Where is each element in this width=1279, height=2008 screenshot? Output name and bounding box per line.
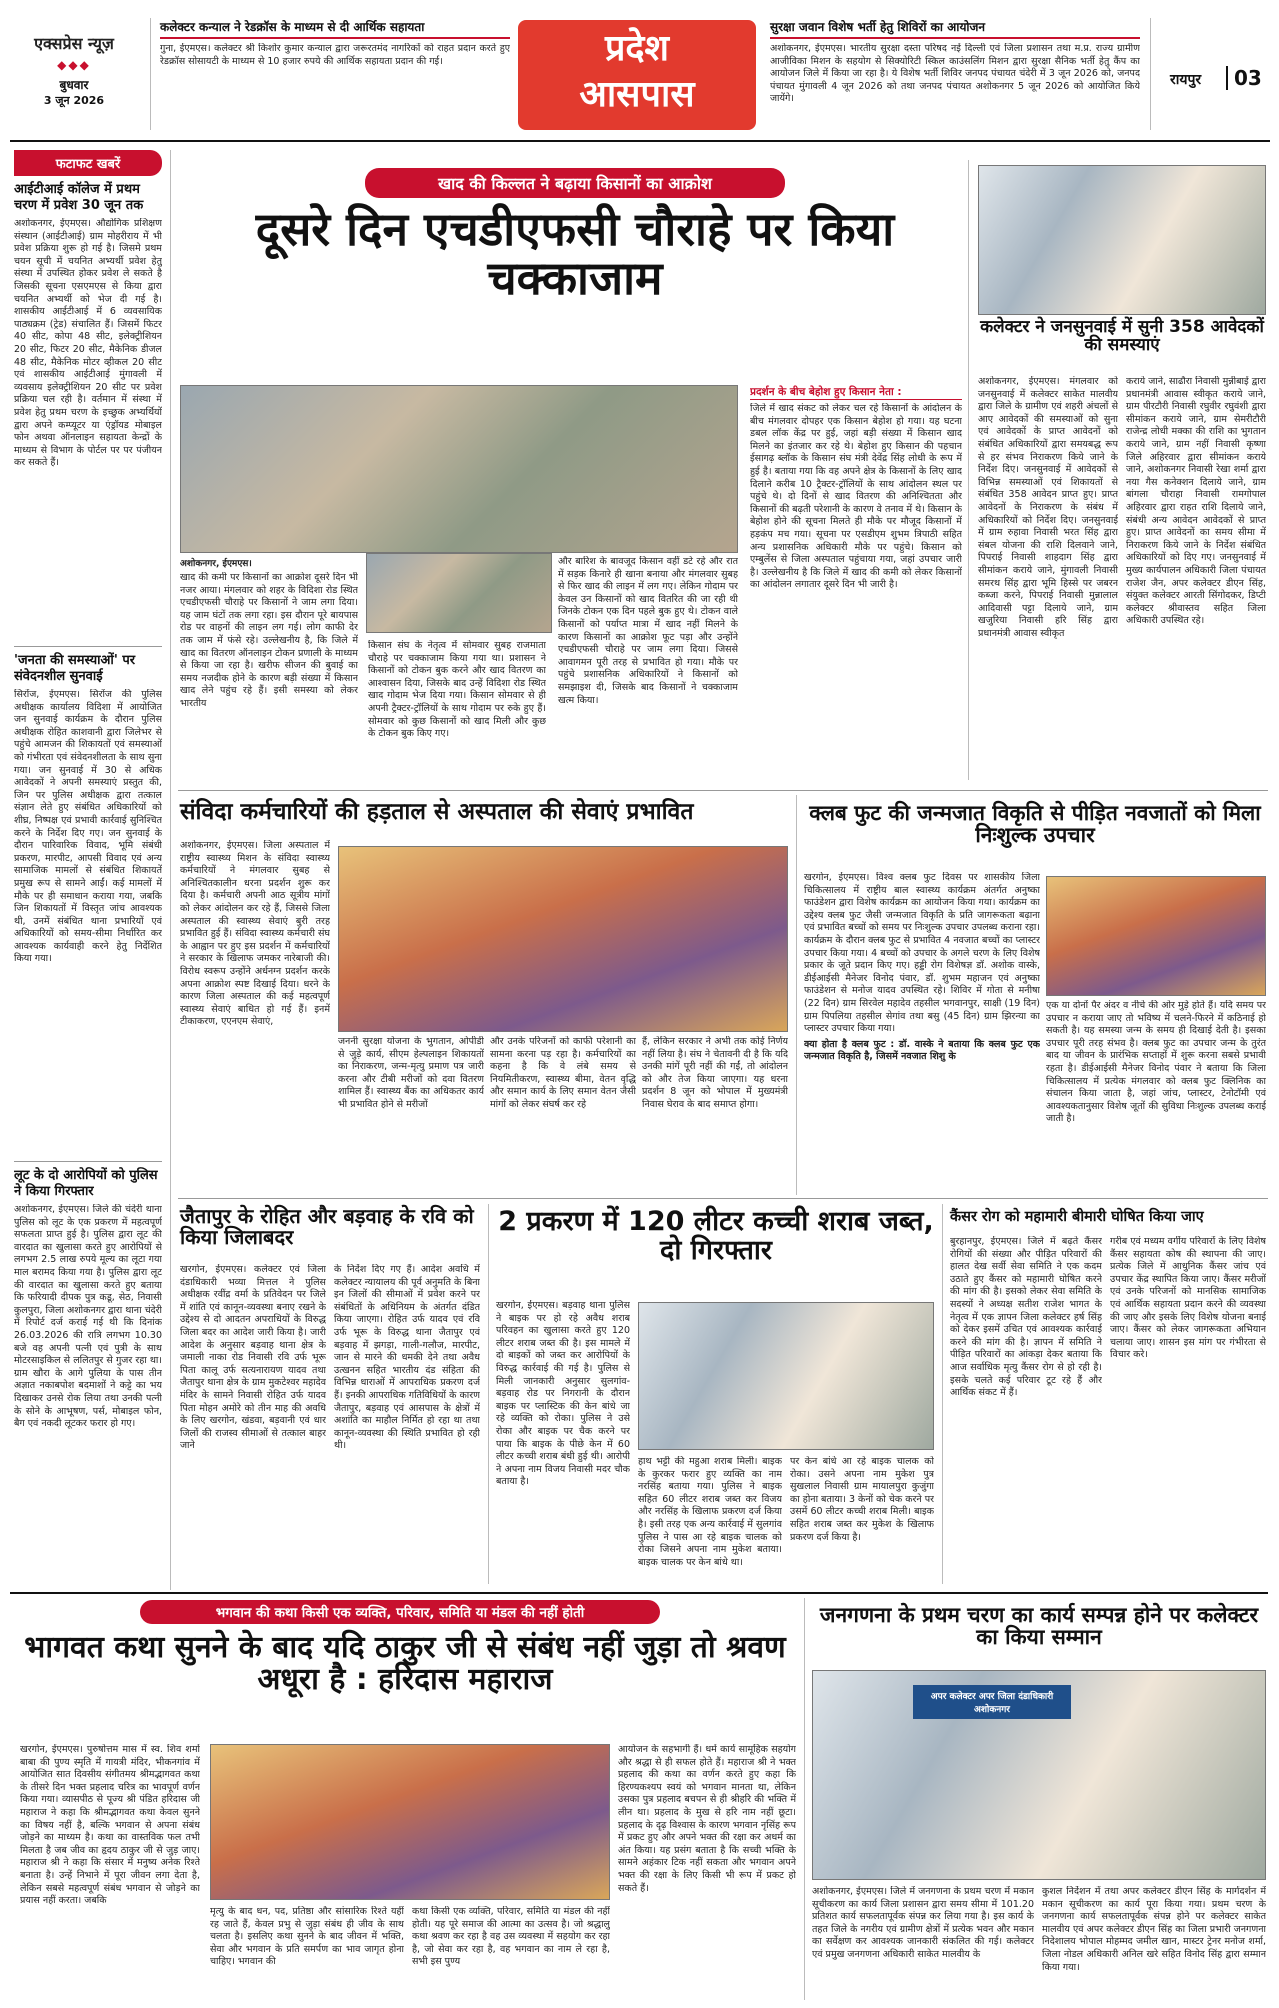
sidebar-story-1-body: अशोकनगर, ईएमएस। औद्योगिक प्रशिक्षण संस्थान (आईटीआई) ग्राम मोहरीराय में भी प्रवेश प्रक्रिया शुरू हो गई है। जिसमे प्रथम चयन सूची में चयनित अभ्यर्थी प्रवेश हेतु संस्था में उपस्थित होकर प्रवेश ले सकते है जिसकी सूचना एसएमएस से किया द्वारा चयनित अभ्यर्थी को भेज दी गई है। शासकीय आईटीआई में 6 व्यवसायिक पाठ्यक्रम (ट्रेड) संचालित हैं। जिसमें फिटर 40 सीट, कोपा 48 सीट, इलेक्ट्रीशियन 20 सीट, फिटर 20 सीट, मैकेनिक डीजल 48 सीट, मैकेनिक मोटर व्हीकल 20 सीट एवं शासकीय आईटीआई मुंगावली में व्यवसाय इलेक्ट्रीशियन 20 सीट पर प्रवेश प्रक्रिया चल रही है। वर्तमान में संस्था में प्रवेश हेतु प्रथम चरण के इच्छुक अभ्यर्थियों द्वारा अपने कम्प्यूटर या एंड्रॉयड मोबाइल फोन अथवा ऑनलाइन सहायता केन्द्रों के माध्यम से विभाग के पोर्टल पर पर पंजीयन कर सकते हैं। [14,218,162,469]
sidebar-story-2-body: सिरोंज, ईएमएस। सिरोंज की पुलिस अधीक्षक कार्यालय विदिशा में आयोजित जन सुनवाई कार्यक्रम के दौरान पुलिस अधीक्षक रोहित काशवानी द्वारा जिलेभर से पहुंचे आमजन की शिकायतों एवं समस्याओं को गंभीरता एवं संवेदनशीलता के साथ सुना गया। जन सुनवाई में 30 से अधिक आवेदकों ने अपनी समस्याएं प्रस्तुत की, जिन पर पुलिस अधीक्षक द्वारा तत्काल संज्ञान लेते हुए संबंधित अधिकारियों को शीघ्र, निष्पक्ष एवं प्रभावी कार्रवाई सुनिश्चित करने के निर्देश दिए गए। जन सुनवाई के दौरान पारिवारिक विवाद, भूमि संबंधी प्रकरण, मारपीट, आपसी विवाद एवं अन्य सामाजिक मामलों से संबंधित शिकायतें प्रमुख रूप से सामने आईं। कई मामलों में मौके पर ही समाधान कराया गया, जबकि जिन शिकायतों में विस्तृत जांच आवश्यक थी, उनमें संबंधित थाना प्रभारियों एवं अधिकारियों को समय-सीमा निर्धारित कर आवश्यक कार्यवाही करने हेतु निर्देशित किया गया। [14,689,162,965]
collector-photo [978,165,1266,315]
section-title-line1: प्रदेश [604,28,670,69]
page-number: 03 [1226,66,1262,90]
masthead-brand-box [14,22,134,118]
clubfoot-headline: क्लब फुट की जन्मजात विकृति से पीड़ित नवजातों को मिला निःशुल्क उपचार [809,801,1261,848]
katha-col-1: खरगोन, ईएमएस। पुरुषोत्तम मास में स्व. शिव शर्मा बाबा की पुण्य स्मृति में गायत्री मंदिर, भीकनगांव में आयोजित सात दिवसीय संगीतमय श्रीमद्भागवत कथा के तीसरे दिन भक्त प्रहलाद चरित्र का भावपूर्ण वर्णन किया गया। व्यासपीठ से पूज्य श्री पंडित हरिदास जी महाराज ने कहा कि श्रीमद्भागवत कथा केवल सुनने का विषय नहीं है, बल्कि भगवान से अपना संबंध जोड़ने का माध्यम है। कथा का वास्तविक फल तभी मिलता है जब जीव का हृदय ठाकुर जी से जुड़ जाए। महाराज श्री ने कहा कि संसार में मनुष्य अनेक रिश्ते बनाता है। उन्हें निभाने में पूरा जीवन लगा देता है, लेकिन सबसे महत्वपूर्ण संबंध भगवान से जोड़ने का प्रयास नहीं करता। जबकि [20,1744,200,1907]
census-col-1: अशोकनगर, ईएमएस। जिले में जनगणना के प्रथम चरण में मकान सूचीकरण का कार्य जिला प्रशासन द्वारा समय सीमा में 101.20 प्रतिशत कार्य सफलतापूर्वक संपन्न कर लिया गया है। इस कार्य के तहत जिले के नगरीय एवं ग्रामीण क्षेत्रों में प्रत्येक भवन और मकान का सर्वेक्षण कर आवश्यक जानकारी संकलित की गई। कलेक्टर एवं प्रमुख जनगणना अधिकारी साकेत मालवीय के [812,1886,1034,1960]
strike-col-4: हैं, लेकिन सरकार ने अभी तक कोई निर्णय नहीं लिया है। संघ ने चेतावनी दी है कि यदि उनकी मांगें पूरी नहीं की गईं, तो आंदोलन को और तेज किया जाएगा। यह धरना प्रदर्शन 8 जून को भोपाल में मुख्यमंत्री निवास घेराव के बाद समाप्त होगा। [642,1036,788,1110]
clubfoot-photo [1046,876,1266,996]
sidebar-label: फटाफट खबरें [14,150,162,176]
strike-photo [338,846,788,1032]
strike-col-3: और उनके परिजनों को काफी परेशानी का सामना करना पड़ रहा है। कर्मचारियों का कहना है कि वे लंबे समय से नियमितीकरण, स्वास्थ्य बीमा, वेतन वृद्धि और समान कार्य के लिए समान वेतन जैसी मांगों को लेकर संघर्ष कर रहे [490,1036,636,1110]
top-story-2 [770,18,1140,106]
lead-photo [180,385,738,553]
lead-sidebar-label: प्रदर्शन के बीच बेहोश हुए किसान नेता : [750,385,962,400]
liquor-headline: 2 प्रकरण में 120 लीटर कच्ची शराब जब्त, दो गिरफ्तार [498,1206,934,1266]
clubfoot-intro: खरगोन, ईएमएस। विश्व क्लब फुट दिवस पर शासकीय जिला चिकित्सालय में राष्ट्रीय बाल स्वास्थ्य कार्यक्रम अंतर्गत अनुष्का फाउंडेशन द्वारा विशेष कार्यक्रम का आयोजन किया गया। कार्यक्रम का उद्देश्य क्लब फुट जैसी जन्मजात विकृति के प्रति जागरूकता बढ़ाना एवं प्रभावित बच्चों को समय पर निःशुल्क उपचार उपलब्ध कराना रहा। कार्यक्रम के दौरान क्लब फुट से प्रभावित 4 नवजात बच्चों का प्लास्टर उपचार किया गया। 4 बच्चों को उपचार के अगले चरण के लिए विशेष प्रकार के जूते प्रदान किए गए। हड्डी रोग विशेषज्ञ डॉ. अशोक वास्के, डीईआईसी मैनेजर विनोद पंवार, डॉ. शुभम महाजन एवं अनुष्का फाउंडेशन से मनोज यादव उपस्थित रहे। शिविर में गोता से मनीषा (22 दिन) ग्राम सिरवेल महादेव तहसील भगवानपुर, साक्षी (19 दिन) ग्राम पिपलिया तहसील सेगांव तथा बसु (45 दिन) ग्राम झिरन्या का प्लास्टर उपचार किया गया। [804,872,1040,1035]
collector-col-1: अशोकनगर, ईएमएस। मंगलवार को जनसुनवाई में कलेक्टर साकेत मालवीय द्वारा जिले के ग्रामीण एवं शहरी अंचलों से आए आवेदकों की समस्याओं को सुना एवं आवेदकों के प्राप्त आवेदनों को संबंधित अधिकारियों द्वारा समयबद्ध रूप से हर संभव निराकरण किये जाने के निर्देश दिए। जनसुनवाई में आवेदकों से विभिन्न समस्याओं एवं शिकायतों से संबंधित 358 आवेदन प्राप्त हुए। प्राप्त आवेदनों के निराकरण के संबंध में अधिकारियों को निर्देश दिए। जनसुनवाई में ग्राम रुहावा निवासी भरत सिंह द्वारा संबल योजना की राशि दिलवाने जाने, पिपराई निवासी शाहदाग सिंह द्वारा सीमांकन कराये जाने, मुंगावली निवासी समरथ सिंह द्वारा भूमि हिस्से पर जबरन कब्जा करने, पिपराई निवासी मुन्नालाल आदिवासी पट्टा दिलाये जाने, ग्राम खजुरिया निवासी हरि सिंह द्वारा प्रधानमंत्री आवास स्वीकृत [978,376,1118,639]
jilabadar-col-2: के निर्देश दिए गए हैं। आदेश अवधि में कलेक्टर न्यायालय की पूर्व अनुमति के बिना इन जिलों की सीमाओं में प्रवेश करने पर संबंधितों के अधिनियम के अंतर्गत दंडित किया जाएगा। रोहित उर्फ यादव एवं रवि उर्फ भूरू के विरुद्ध थाना जैतापुर एवं बड़वाह में झगड़ा, गाली-गलौज, मारपीट, जान से मारने की धमकी देने तथा अवैध उत्खनन सहित भारतीय दंड संहिता की विभिन्न धाराओं में आपराधिक प्रकरण दर्ज हैं। इनकी आपराधिक गतिविधियों के कारण जैतापुर, बड़वाह एवं आसपास के क्षेत्रों में अशांति का माहौल निर्मित हो रहा था तथा कानून-व्यवस्था की स्थिति प्रभावित हो रही थी। [334,1264,480,1452]
lead-headline: दूसरे दिन एचडीएफसी चौराहे पर किया चक्काजाम [255,202,895,305]
lead-sidebar [750,385,962,775]
top-story-2-headline: सुरक्षा जवान विशेष भर्ती हेतु शिविरों का आयोजन [770,18,1140,39]
katha-photo [210,1744,610,1900]
lead-col-3: और बारिश के बावजूद किसान वहीं डटे रहे और रात में सड़क किनारे ही खाना बनाया और मंगलवार सुबह से फिर खाद की लाइन में लग गए। लेकिन गोदाम पर केवल उन किसानों को खाद वितरित की जा रही थी जिनके टोकन एक दिन पहले बुक हुए थे। टोकन वाले किसानों को पर्याप्त मात्रा में खाद नहीं मिलने के कारण किसानों का आक्रोश फूट पड़ा और उन्होंने एचडीएफसी चौराहे पर जाम लगा दिया। जिससे आवागमन पूरी तरह से प्रभावित हो गया। मौके पर पहुंचे प्रशासनिक अधिकारियों ने किसानों को समझाइश दी, जिसके बाद किसानों ने चक्काजाम खत्म किया। [558,556,738,706]
top-story-1-body: गुना, ईएमएस। कलेक्टर श्री किशोर कुमार कन्याल द्वारा जरूरतमंद नागरिकों को राहत प्रदान करते हुए रेडक्रॉस सोसायटी के माध्यम से 10 हजार रुपये की आर्थिक सहायता प्रदान की गई। [160,43,510,67]
page-city: रायपुर [1170,72,1202,88]
katha-col-2: मृत्यु के बाद धन, पद, प्रतिष्ठा और सांसारिक रिश्ते यहीं रह जाते हैं, केवल प्रभु से जुड़ा संबंध ही जीव के साथ चलता है। इसलिए कथा सुनने के बाद जीवन में भक्ति, सेवा और भगवान के प्रति समर्पण का भाव जागृत होना चाहिए। भगवान की [210,1906,404,1968]
top-story-1-headline: कलेक्टर कन्याल ने रेडक्रॉस के माध्यम से दी आर्थिक सहायता [160,18,510,39]
lead-photo-inset [366,553,552,633]
lead-col-2: किसान संघ के नेतृत्व में सोमवार सुबह राजमाता चौराहे पर चक्काजाम किया गया था। प्रशासन ने किसानों को टोकन बुक करने और खाद वितरण का आश्वासन दिया, जिसके बाद उन्हें विदिशा रोड स्थित खाद गोदाम भेज दिया गया। किसान सोमवार से ही अपनी ट्रैक्टर-ट्रॉलियों के साथ गोदाम पर रुके हुए हैं। सोमवार को कुछ किसानों को खाद मिली और कुछ के टोकन बुक किए गए। [368,640,546,740]
clubfoot-col-2: एक या दोनों पैर अंदर व नीचे की ओर मुड़े होते हैं। यदि समय पर उपचार न कराया जाए तो भविष्य में चलने-फिरने में कठिनाई हो सकती है। यह समस्या जन्म के समय ही दिखाई देती है। इसका उपचार पूरी तरह संभव है। क्लब फुट का उपचार जन्म के तुरंत बाद या जीवन के प्रारंभिक सप्ताहों में शुरू करना सबसे प्रभावी रहता है। डीईआईसी मैनेजर विनोद पंवार ने बताया कि जिला चिकित्सालय में प्रत्येक मंगलवार को क्लब फुट क्लिनिक का संचालन किया जाता है, जहां जांच, प्लास्टर, टेनोटॉमी एवं आवश्यकतानुसार विशेष जूतों की सुविधा निःशुल्क उपलब्ध कराई जाती है। [1046,1000,1266,1125]
liquor-col-1: खरगोन, ईएमएस। बड़वाह थाना पुलिस ने बाइक पर हो रहे अवैध शराब परिवहन का खुलासा करते हुए 120 लीटर शराब जब्त की है। इस मामले में दो बाइकों को जब्त कर आरोपियों के विरुद्ध कार्रवाई की गई है। पुलिस से मिली जानकारी अनुसार सुलगांव-बड़वाह रोड पर निगरानी के दौरान बाइक पर प्लास्टिक की केन बांधे जा रहे व्यक्ति को रोका। पुलिस ने उसे रोका और बाइक पर चैक करने पर पाया कि बाइक के पीछे केन में 60 लीटर कच्ची शराब बंधी हुई थी। आरोपी ने अपना नाम विजय निवासी मदर चौक बताया है। [496,1300,630,1488]
census-col-2: कुशल निर्देशन में तथा अपर कलेक्टर डीएन सिंह के मार्गदर्शन में मकान सूचीकरण का कार्य पूरा किया गया। प्रथम चरण के जनगणना कार्य सफलतापूर्वक संपन्न होने पर कलेक्टर साकेत मालवीय एवं अपर कलेक्टर डीएन सिंह का जिला प्रभारी जनगणना निदेशालय भोपाल मोहम्मद जमील खान, मास्टर ट्रेनर मनोज शर्मा, जिला नोडल अधिकारी अनिल खरे सहित विनोद सिंह द्वारा सम्मान किया गया। [1042,1886,1266,1973]
census-headline: जनगणना के प्रथम चरण का कार्य सम्पन्न होने पर कलेक्टर का किया सम्मान [819,1603,1259,1650]
katha-headline: भागवत कथा सुनने के बाद यदि ठाकुर जी से संबंध नहीं जुड़ा तो श्रवण अधूरा है : हरिदास महाराज [24,1630,786,1697]
katha-col-3: कथा किसी एक व्यक्ति, परिवार, समिति या मंडल की नहीं होती। यह पूरे समाज की आत्मा का उत्सव है। जो श्रद्धालु कथा श्रवण कर रहा है वह उस व्यवस्था में सहयोग कर रहा है, जो सेवा कर रहा है, वह भगवान का नाम ले रहा है, सभी इस पुण्य [412,1906,610,1968]
sidebar-story-2-headline: 'जनता की समस्याओं' पर संवेदनशील सुनवाई [14,653,136,684]
liquor-photo [638,1302,934,1450]
sidebar-story-3-headline: लूट के दो आरोपियों को पुलिस ने किया गिरफ्तार [14,1168,158,1199]
strike-col-2: जननी सुरक्षा योजना के भुगतान, ओपीडी से जुड़े कार्य, सीएम हेल्पलाइन शिकायतों का निराकरण, जन्म-मृत्यु प्रमाण पत्र जारी करना और टीबी मरीजों को दवा वितरण शामिल हैं। स्वास्थ्य बैंक का अधिकतर कार्य भी प्रभावित होने से मरीजों [338,1036,484,1110]
section-badge [518,20,756,130]
census-photo [812,1670,1266,1880]
section-title-line2: आसपास [579,74,695,115]
lead-col-1: खाद की कमी पर किसानों का आक्रोश दूसरे दिन भी नजर आया। मंगलवार को शहर के विदिशा रोड स्थित एचडीएफसी चौराहे पर किसानों ने जाम लगा दिया। यह जाम घंटों तक लगा रहा। इस दौरान पूरे बायपास रोड पर वाहनों की लाइन लग गई। लोग काफी देर तक जाम में फंसे रहे। उल्लेखनीय है, कि जिले में खाद का वितरण ऑनलाइन टोकन प्रणाली के माध्यम से किया जा रहा है। खरीफ सीजन की बुवाई का समय नजदीक होने के कारण बड़ी संख्या में किसान खाद लेने पहुंच रहे हैं। इसी समस्या को लेकर भारतीय [180,572,358,709]
cancer-headline: कैंसर रोग को महामारी बीमारी घोषित किया जाए [950,1209,1204,1225]
lead-kicker: खाद की किल्लत ने बढ़ाया किसानों का आक्रोश [365,168,785,198]
brand-name: एक्सप्रेस न्यूज़ [34,34,114,53]
issue-day: बुधवार [59,78,89,92]
cancer-col-1: बुरहानपुर, ईएमएस। जिले में बढ़ते कैंसर रोगियों की संख्या और पीड़ित परिवारों की हालत देख सर्वी सेवा समिति ने एक कदम उठाते हुए कैंसर को महामारी घोषित करने की मांग की है। इसको लेकर सेवा समिति के सदस्यों ने अध्यक्ष सतीश राजेश भागत के नेतृत्व में एक ज्ञापन जिला कलेक्टर हर्ष सिंह को देकर इसमें उचित एवं आवश्यक कार्रवाई करने की मांग की है। ज्ञापन में समिति ने पीड़ित परिवारों का आंकड़ा देकर बताया कि आज सर्वाधिक मृत्यु कैंसर रोग से हो रही है। इसके चलते कई परिवार टूट रहे हैं और आर्थिक संकट में हैं। [950,1236,1102,1399]
liquor-col-2: हाथ भट्टी की महुआ शराब मिली। बाइक के कुरकर फरार हुए व्यक्ति का नाम नरसिंह बताया गया। पुलिस ने बाइक सहित 60 लीटर शराब जब्त कर विजय और नरसिंह के खिलाफ प्रकरण दर्ज किया है। इसी तरह एक अन्य कार्रवाई में सुलगांव पुलिस ने पास आ रहे बाइक चालक को रोका जिसने अपना नाम मुकेश बताया। बाइक चालक पर केन बांधे था। [638,1456,782,1568]
brand-diamond-icon: ◆◆◆ [57,58,91,72]
census-photo-sign: अपर कलेक्टर अपर जिला दंडाधिकारी अशोकनगर [913,1685,1071,1719]
collector-headline: कलेक्टर ने जनसुनवाई में सुनी 358 आवेदकों की समस्याएं [980,317,1264,356]
sidebar [14,150,162,1588]
top-story-1 [160,18,510,68]
strike-col-1: अशोकनगर, ईएमएस। जिला अस्पताल में राष्ट्रीय स्वास्थ्य मिशन के संविदा स्वास्थ्य कर्मचारियों ने मंगलवार सुबह से अनिश्चितकालीन धरना प्रदर्शन शुरू कर दिया है। कर्मचारी अपनी आठ सूत्रीय मांगों को लेकर आंदोलन कर रहे हैं, जिससे जिला अस्पताल की स्वास्थ्य सेवाएं बुरी तरह प्रभावित हुई हैं। संविदा स्वास्थ्य कर्मचारी संघ के आह्वान पर हुए इस प्रदर्शन में कर्मचारियों ने सरकार के खिलाफ जमकर नारेबाजी की। विरोध स्वरूप उन्होंने अर्धनग्न प्रदर्शन करके अपना आक्रोश स्पष्ट दिखाई दिया। धरने के कारण जिला अस्पताल की कई महत्वपूर्ण स्वास्थ्य सेवाएं बाधित हो गई हैं। इनमें टीकाकरण, एएनएम सेवाएं, [180,840,330,1028]
top-story-2-body: अशोकनगर, ईएमएस। भारतीय सुरक्षा दस्ता परिषद नई दिल्ली एवं जिला प्रशासन तथा म.प्र. राज्य ग्रामीण आजीविका मिशन के सहयोग से सिक्योरिटी स्किल काउंसलिंग मिशन द्वारा सुरक्षा सैनिक भर्ती हेतु कैंप का आयोजन जिले में किया जा रहा है। ये विशेष भर्ती शिविर जनपद पंचायत चंदेरी में 3 जून 2026 को, जनपद पंचायत मुंगावली 4 जून 2026 को तथा जनपद पंचायत अशोकनगर 5 जून 2026 को आयोजित किये जायेंगे। [770,43,1140,105]
sidebar-story-1-headline: आईटीआई कॉलेज में प्रथम चरण में प्रवेश 30 जून तक [14,182,144,213]
clubfoot-col-1 [804,872,1040,1190]
issue-date: 3 जून 2026 [43,94,105,107]
katha-col-4: आयोजन के सहभागी हैं। धर्म कार्य सामूहिक सहयोग और श्रद्धा से ही सफल होते हैं। महाराज श्री ने भक्त प्रहलाद की कथा का वर्णन करते हुए कहा कि हिरण्यकश्यप स्वयं को भगवान मानता था, लेकिन उसका पुत्र प्रहलाद बचपन से ही श्रीहरि की भक्ति में लीन था। प्रहलाद के मुख से हरि नाम नहीं छूटा। प्रहलाद के दृढ़ विश्वास के कारण भगवान नृसिंह रूप में प्रकट हुए और अपने भक्त की रक्षा कर अधर्म का अंत किया। यह प्रसंग बताता है कि सच्ची भक्ति के सामने अहंकार टिक नहीं सकता और भगवान अपने भक्त की रक्षा के लिए किसी भी रूप में प्रकट हो सकते हैं। [618,1744,796,1894]
cancer-col-2: गरीब एवं मध्यम वर्गीय परिवारों के लिए विशेष कैंसर सहायता कोष की स्थापना की जाए। प्रत्येक जिले में आधुनिक कैंसर जांच एवं उपचार केंद्र स्थापित किया जाए। कैंसर मरीजों एवं उनके परिजनों को मानसिक सामाजिक एवं आर्थिक सहायता प्रदान करने की व्यवस्था की जाए और इसके लिए विशेष योजना बनाई जाए। कैंसर को लेकर जागरूकता अभियान चलाया जाए। शासन इस मांग पर गंभीरता से विचार करे। [1110,1236,1266,1361]
strike-headline: संविदा कर्मचारियों की हड़ताल से अस्पताल की सेवाएं प्रभावित [180,799,694,825]
collector-col-2: कराये जाने, साढौरा निवासी मुन्नीबाई द्वारा प्रधानमंत्री आवास स्वीकृत कराये जाने, ग्राम पीरटौरी निवासी रघुवीर रघुवंशी द्वारा सीमांकन कराये जाने, ग्राम सेमरीटौरी राजेन्द्र लोधी मक्का की राशि का भुगतान कराये जाने, ग्राम नहीं निवासी कृष्णा जिले अहिरवार द्वारा सीमांकन कराये जाने, अशोकनगर निवासी रेखा शर्मा द्वारा नया गैस कनेक्शन दिलाये जाने, ग्राम बांगला चौराहा निवासी रामगोपाल अहिरवार द्वारा राहत राशि दिलाये जाने, संबंधी अन्य आवेदन आवेदकों से प्राप्त हुए। प्राप्त आवेदनों का समय सीमा में निराकरण किये जाने के निर्देश संबंधित अधिकारियों को दिए गए। जनसुनवाई में मुख्य कार्यपालन अधिकारी जिला पंचायत राजेश जैन, अपर कलेक्टर डीएन सिंह, संयुक्त कलेक्टर आरती सिंगोदकर, डिप्टी कलेक्टर श्रीवास्तव सहित जिला अधिकारी उपस्थित रहे। [1126,376,1266,627]
lead-photo-caption: अशोकनगर, ईएमएस। [180,559,252,569]
jilabadar-headline: जैतापुर के रोहित और बड़वाह के रवि को किया जिलाबदर [180,1204,474,1250]
sidebar-story-3-body: अशोकनगर, ईएमएस। जिले की चंदेरी थाना पुलिस को लूट के एक प्रकरण में महत्वपूर्ण सफलता प्राप्त हुई है। पुलिस द्वारा लूट की वारदात का खुलासा करते हुए आरोपियों से लगभग 2.5 लाख रुपये मूल्य का लूटा गया माल बरामद किया गया है। पुलिस द्वारा लूट की वारदात का खुलासा करते हुए बताया कि फरियादी दीपक पुत्र कडू, सेठ, निवासी कुलपुरा, जिला अशोकनगर द्वारा थाना चंदेरी में रिपोर्ट दर्ज कराई गई थी कि दिनांक 26.03.2026 की रात्रि लगभग 10.30 बजे वह अपनी पत्नी एवं पुत्री के साथ मोटरसाइकिल से ललितपुर से गुजर रहा था। ग्राम खौरा के आगे पुलिया के पास तीन अज्ञात नकाबपोश बदमाशों ने कट्टे का भय दिखाकर उनसे रोक लिया तथा उनकी पत्नी के सोने के आभूषण, पर्स, मोबाइल फोन, बैग एवं नकदी लूटकर फरार हो गए। [14,1204,162,1430]
jilabadar-col-1: खरगोन, ईएमएस। कलेक्टर एवं जिला दंडाधिकारी भव्या मित्तल ने पुलिस अधीक्षक रवींद्र वर्मा के प्रतिवेदन पर जिले में शांति एवं कानून-व्यवस्था बनाए रखने के उद्देश्य से दो आदतन अपराधियों के विरुद्ध जिला बदर का आदेश जारी किया है। जारी आदेश के अनुसार बड़वाह थाना क्षेत्र के जमाली नाका रोड निवासी रवि उर्फ भूरू पिता कालू उर्फ सत्यनारायण यादव तथा जैतापुर थाना क्षेत्र के ग्राम मुकटेश्वर महादेव मंदिर के सामने निवासी रोहित उर्फ यादव पिता मोहन अमोरे को तीन माह की अवधि के लिए खरगोन, खंडवा, बड़वानी एवं धार जिलों की राजस्व सीमाओं से तत्काल बाहर जाने [180,1264,326,1452]
lead-sidebar-body: जिले में खाद संकट को लेकर चल रहे किसानों के आंदोलन के बीच मंगलवार दोपहर एक किसान बेहोश हो गया। यह घटना डबल लॉक केंद्र पर हुई, जहां बड़ी संख्या में किसान खाद मिलने का इंतजार कर रहे थे। बेहोश हुए किसान की पहचान ईसागढ़ ब्लॉक के किसान संघ मंत्री देवेंद्र सिंह लोधी के रूप में हुई है। बताया गया कि वह अपने क्षेत्र के किसानों के लिए खाद दिलाने करीब 10 ट्रैक्टर-ट्रॉलियों के साथ आंदोलन स्थल पर पहुंचे थे। दो दिनों से खाद वितरण की अनिश्चितता और किसानों की बढ़ती परेशानी के कारण वे तनाव में थे। किसान के बेहोश होने की सूचना मिलते ही मौके पर मौजूद किसानों में हड़कंप मच गया। सूचना पर एसडीएम शुभम त्रिपाठी सहित अन्य प्रशासनिक अधिकारी मौके पर पहुंचे। किसान को एम्बुलेंस से जिला अस्पताल पहुंचाया गया, जहां उपचार जारी है। उल्लेखनीय है कि जिले में खाद की कमी को लेकर किसानों का आंदोलन लगातार दूसरे दिन भी जारी है। [750,403,962,591]
liquor-col-3: पर केन बांधे आ रहे बाइक चालक को रोका। उसने अपना नाम मुकेश पुत्र सुखलाल निवासी ग्राम मायालपुरा कुजुंगा का होना बताया। 3 केनों को चेक करने पर उसमें 60 लीटर कच्ची शराब मिली। बाइक सहित शराब जब्त कर मुकेश के खिलाफ प्रकरण दर्ज किया है। [790,1456,934,1543]
clubfoot-qa: क्या होता है क्लब फुट : डॉ. वास्के ने बताया कि क्लब फुट एक जन्मजात विकृति है, जिसमें नवजात शिशु के [804,1038,1040,1063]
katha-kicker: भगवान की कथा किसी एक व्यक्ति, परिवार, समिति या मंडल की नहीं होती [140,1600,660,1624]
